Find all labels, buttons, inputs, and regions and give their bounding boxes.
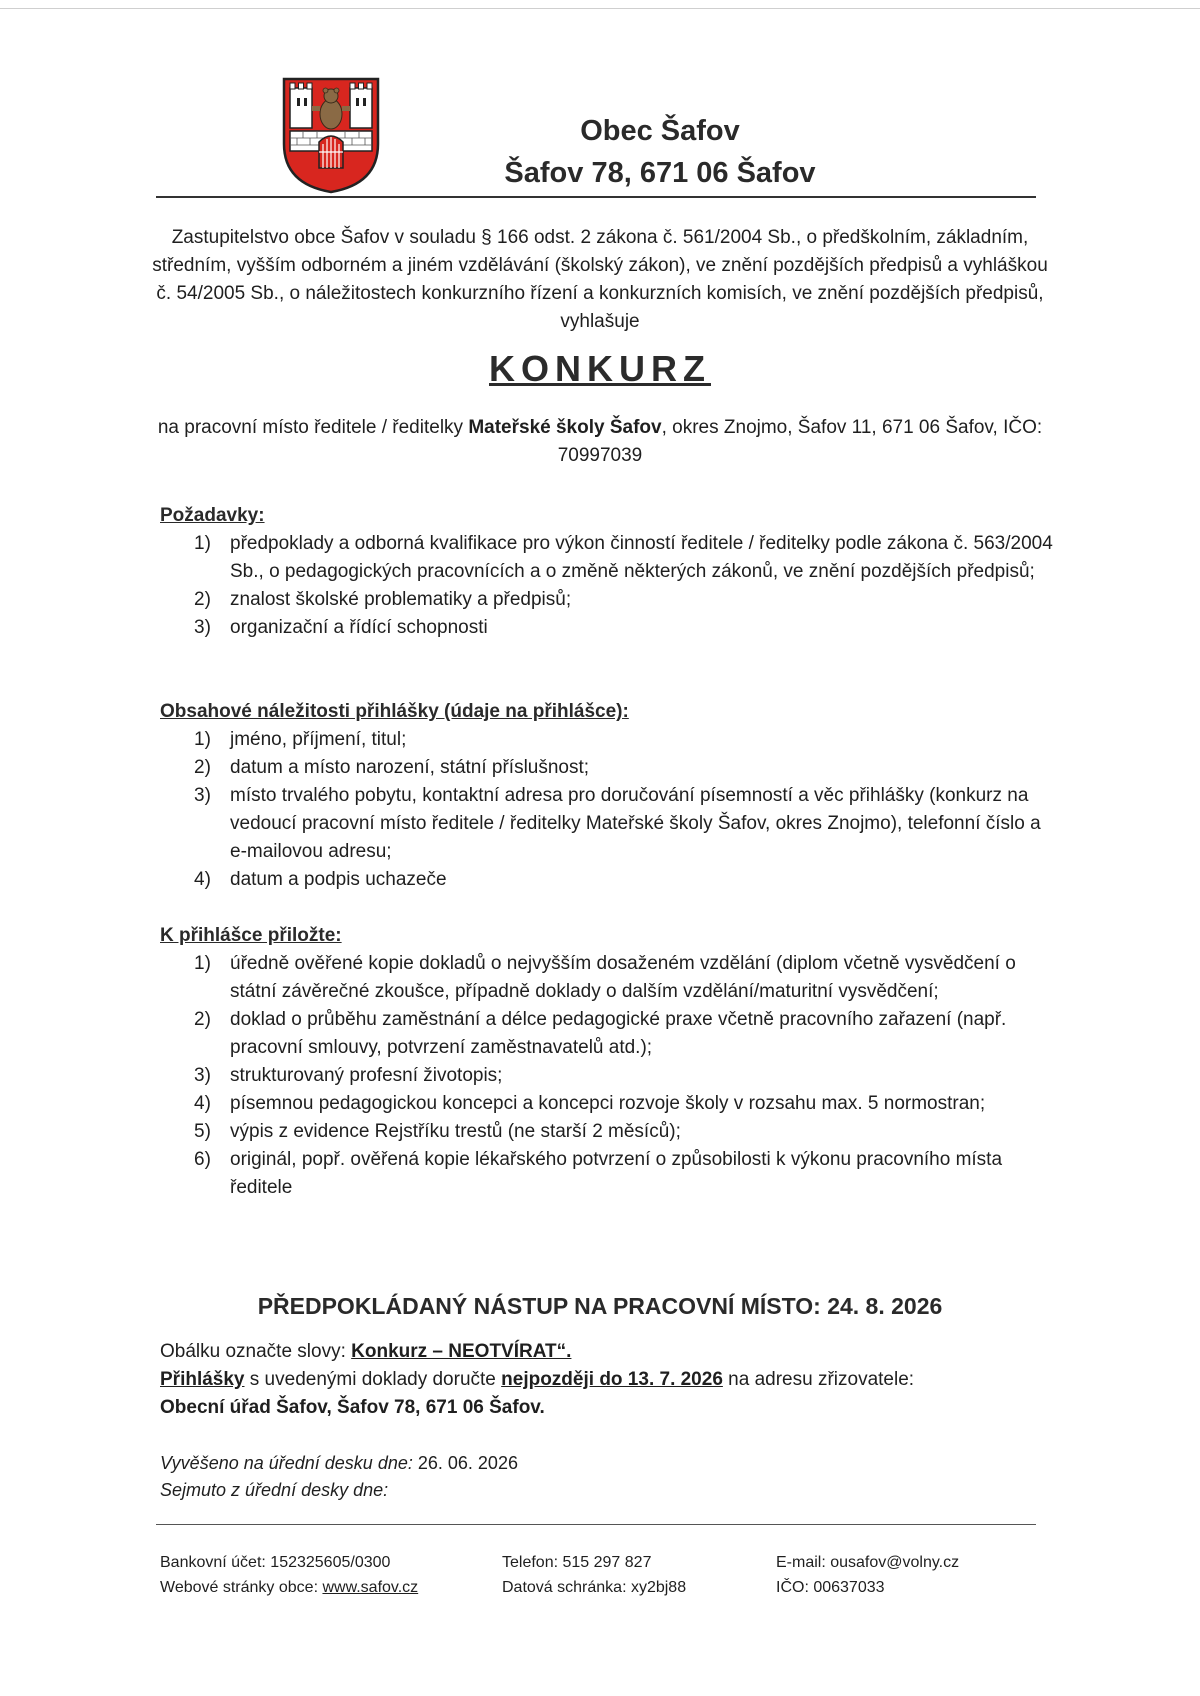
application-list <box>160 726 1060 894</box>
intro-paragraph: Zastupitelstvo obce Šafov v souladu § 166 odst. 2 zákona č. 561/2004 Sb., o předškolním, základním, středním, vyšším odborném a jiném vzdělávání (školský zákon), ve znění pozdějších předpisů a vyhláškou č. 54/2005 Sb., o náležitostech konkurzního řízení a konkurzních komisích, ve znění pozdějších předpisů, vyhlašuje <box>152 227 1048 332</box>
requirements-section <box>160 502 1060 642</box>
bank-account: Bankovní účet: 152325605/0300 <box>160 1554 391 1571</box>
list-item <box>160 1006 1060 1062</box>
list-item-number: 4) <box>194 869 211 890</box>
list-item <box>160 754 1060 782</box>
position-description <box>150 414 1050 470</box>
list-item-text: jméno, příjmení, titul; <box>230 729 407 750</box>
website-line <box>160 1575 418 1600</box>
document-heading: KONKURZ <box>489 348 711 389</box>
position-prefix: na pracovní místo ředitele / ředitelky <box>157 417 469 438</box>
list-item-text: organizační a řídící schopnosti <box>230 617 488 638</box>
requirements-list <box>160 530 1060 642</box>
header-divider <box>156 196 1036 198</box>
office-address: Obecní úřad Šafov, Šafov 78, 671 06 Šafov. <box>160 1397 545 1418</box>
list-item-text: znalost školské problematiky a předpisů; <box>230 589 572 610</box>
list-item-text: výpis z evidence Rejstříku trestů (ne starší 2 měsíců); <box>230 1121 681 1142</box>
footer-col-bank <box>160 1550 418 1600</box>
list-item-number: 2) <box>194 1009 211 1030</box>
deadline-suffix: na adresu zřizovatele: <box>722 1369 915 1390</box>
website-link[interactable]: www.safov.cz <box>322 1579 419 1596</box>
footer-divider <box>156 1524 1036 1525</box>
list-item-text: originál, popř. ověřená kopie lékařského potvrzení o způsobilosti k výkonu pracovního místa ředitele <box>230 1149 1003 1198</box>
posted-date: 26. 06. 2026 <box>417 1453 518 1473</box>
list-item <box>160 950 1060 1006</box>
data-box: Datová schránka: xy2bj88 <box>502 1579 687 1596</box>
list-item <box>160 1062 1060 1090</box>
list-item <box>160 1090 1060 1118</box>
application-title: Obsahové náležitosti přihlášky (údaje na přihlášce): <box>160 701 629 722</box>
envelope-line <box>160 1338 1110 1366</box>
school-name: Mateřské školy Šafov <box>468 417 662 438</box>
phone-number: Telefon: 515 297 827 <box>502 1554 652 1571</box>
list-item <box>160 530 1060 586</box>
deadline-date: nejpozději do 13. 7. 2026 <box>501 1369 723 1390</box>
list-item-text: písemnou pedagogickou koncepci a koncepci rozvoje školy v rozsahu max. 5 normostran; <box>230 1093 986 1114</box>
footer-col-email <box>776 1550 959 1600</box>
list-item-number: 1) <box>194 533 211 554</box>
attachments-section <box>160 922 1060 1202</box>
list-item <box>160 614 1060 642</box>
ico-number: IČO: 00637033 <box>776 1579 885 1596</box>
list-item-text: doklad o průběhu zaměstnání a délce pedagogické praxe včetně pracovního zařazení (např. pracovní smlouvy, potvrzení zaměstnavatelů atd.); <box>230 1009 1007 1058</box>
list-item-text: datum a místo narození, státní příslušnost; <box>230 757 590 778</box>
applications-label: Přihlášky <box>160 1369 245 1390</box>
list-item <box>160 1146 1060 1202</box>
deadline-line <box>160 1366 1110 1394</box>
list-item-number: 2) <box>194 589 211 610</box>
list-item-number: 6) <box>194 1149 211 1170</box>
start-date-notice: PŘEDPOKLÁDANÝ NÁSTUP NA PRACOVNÍ MÍSTO: 24. 8. 2026 <box>257 1293 943 1319</box>
website-label: Webové stránky obce: <box>160 1579 323 1596</box>
requirements-title: Požadavky: <box>160 505 265 526</box>
position-suffix: , okres Znojmo, Šafov 11, 671 06 Šafov, IČO: 70997039 <box>557 417 1043 466</box>
list-item-number: 5) <box>194 1121 211 1142</box>
footer-col-contact <box>502 1550 686 1600</box>
submission-instructions <box>160 1338 1110 1422</box>
list-item-text: datum a podpis uchazeče <box>230 869 447 890</box>
list-item <box>160 586 1060 614</box>
list-item-number: 1) <box>194 729 211 750</box>
list-item-number: 1) <box>194 953 211 974</box>
attachments-list <box>160 950 1060 1202</box>
list-item <box>160 1118 1060 1146</box>
envelope-prefix: Obálku označte slovy: <box>160 1341 352 1362</box>
municipality-name: Obec Šafov <box>580 115 740 147</box>
list-item-text: úředně ověřené kopie dokladů o nejvyšším dosaženém vzdělání (diplom včetně vysvědčení o státní závěrečné zkoušce, případně doklady o dalším vzdělání/maturitní vysvědčení; <box>230 953 1016 1002</box>
envelope-mark: Konkurz – NEOTVÍRAT“. <box>351 1341 572 1362</box>
list-item-number: 3) <box>194 785 211 806</box>
deadline-middle: s uvedenými doklady doručte <box>244 1369 502 1390</box>
application-section <box>160 698 1060 894</box>
list-item-text: předpoklady a odborná kvalifikace pro výkon činností ředitele / ředitelky podle zákona č. 563/2004 Sb., o pedagogických pracovnících a o změně některých zákonů, ve znění pozdějších předpisů; <box>230 533 1053 582</box>
list-item-number: 2) <box>194 757 211 778</box>
list-item <box>160 782 1060 866</box>
scan-top-edge <box>0 8 1200 9</box>
list-item-number: 3) <box>194 1065 211 1086</box>
list-item-number: 3) <box>194 617 211 638</box>
removed-line: Sejmuto z úřední desky dne: <box>160 1480 389 1500</box>
list-item-text: místo trvalého pobytu, kontaktní adresa pro doručování písemností a věc přihlášky (konkurz na vedoucí pracovní místo ředitele / ředitelky Mateřské školy Šafov, okres Znojmo), telefonní číslo a e-mailovou adresu; <box>230 785 1041 862</box>
list-item-number: 4) <box>194 1093 211 1114</box>
posted-line <box>160 1450 860 1477</box>
coat-of-arms-icon <box>280 76 382 194</box>
posting-info <box>160 1450 860 1504</box>
municipality-address: Šafov 78, 671 06 Šafov <box>504 157 816 189</box>
list-item-text: strukturovaný profesní životopis; <box>230 1065 503 1086</box>
list-item <box>160 866 1060 894</box>
attachments-title: K přihlášce přiložte: <box>160 925 342 946</box>
email-address: E-mail: ousafov@volny.cz <box>776 1554 960 1571</box>
list-item <box>160 726 1060 754</box>
posted-label: Vyvěšeno na úřední desku dne: <box>160 1453 413 1473</box>
